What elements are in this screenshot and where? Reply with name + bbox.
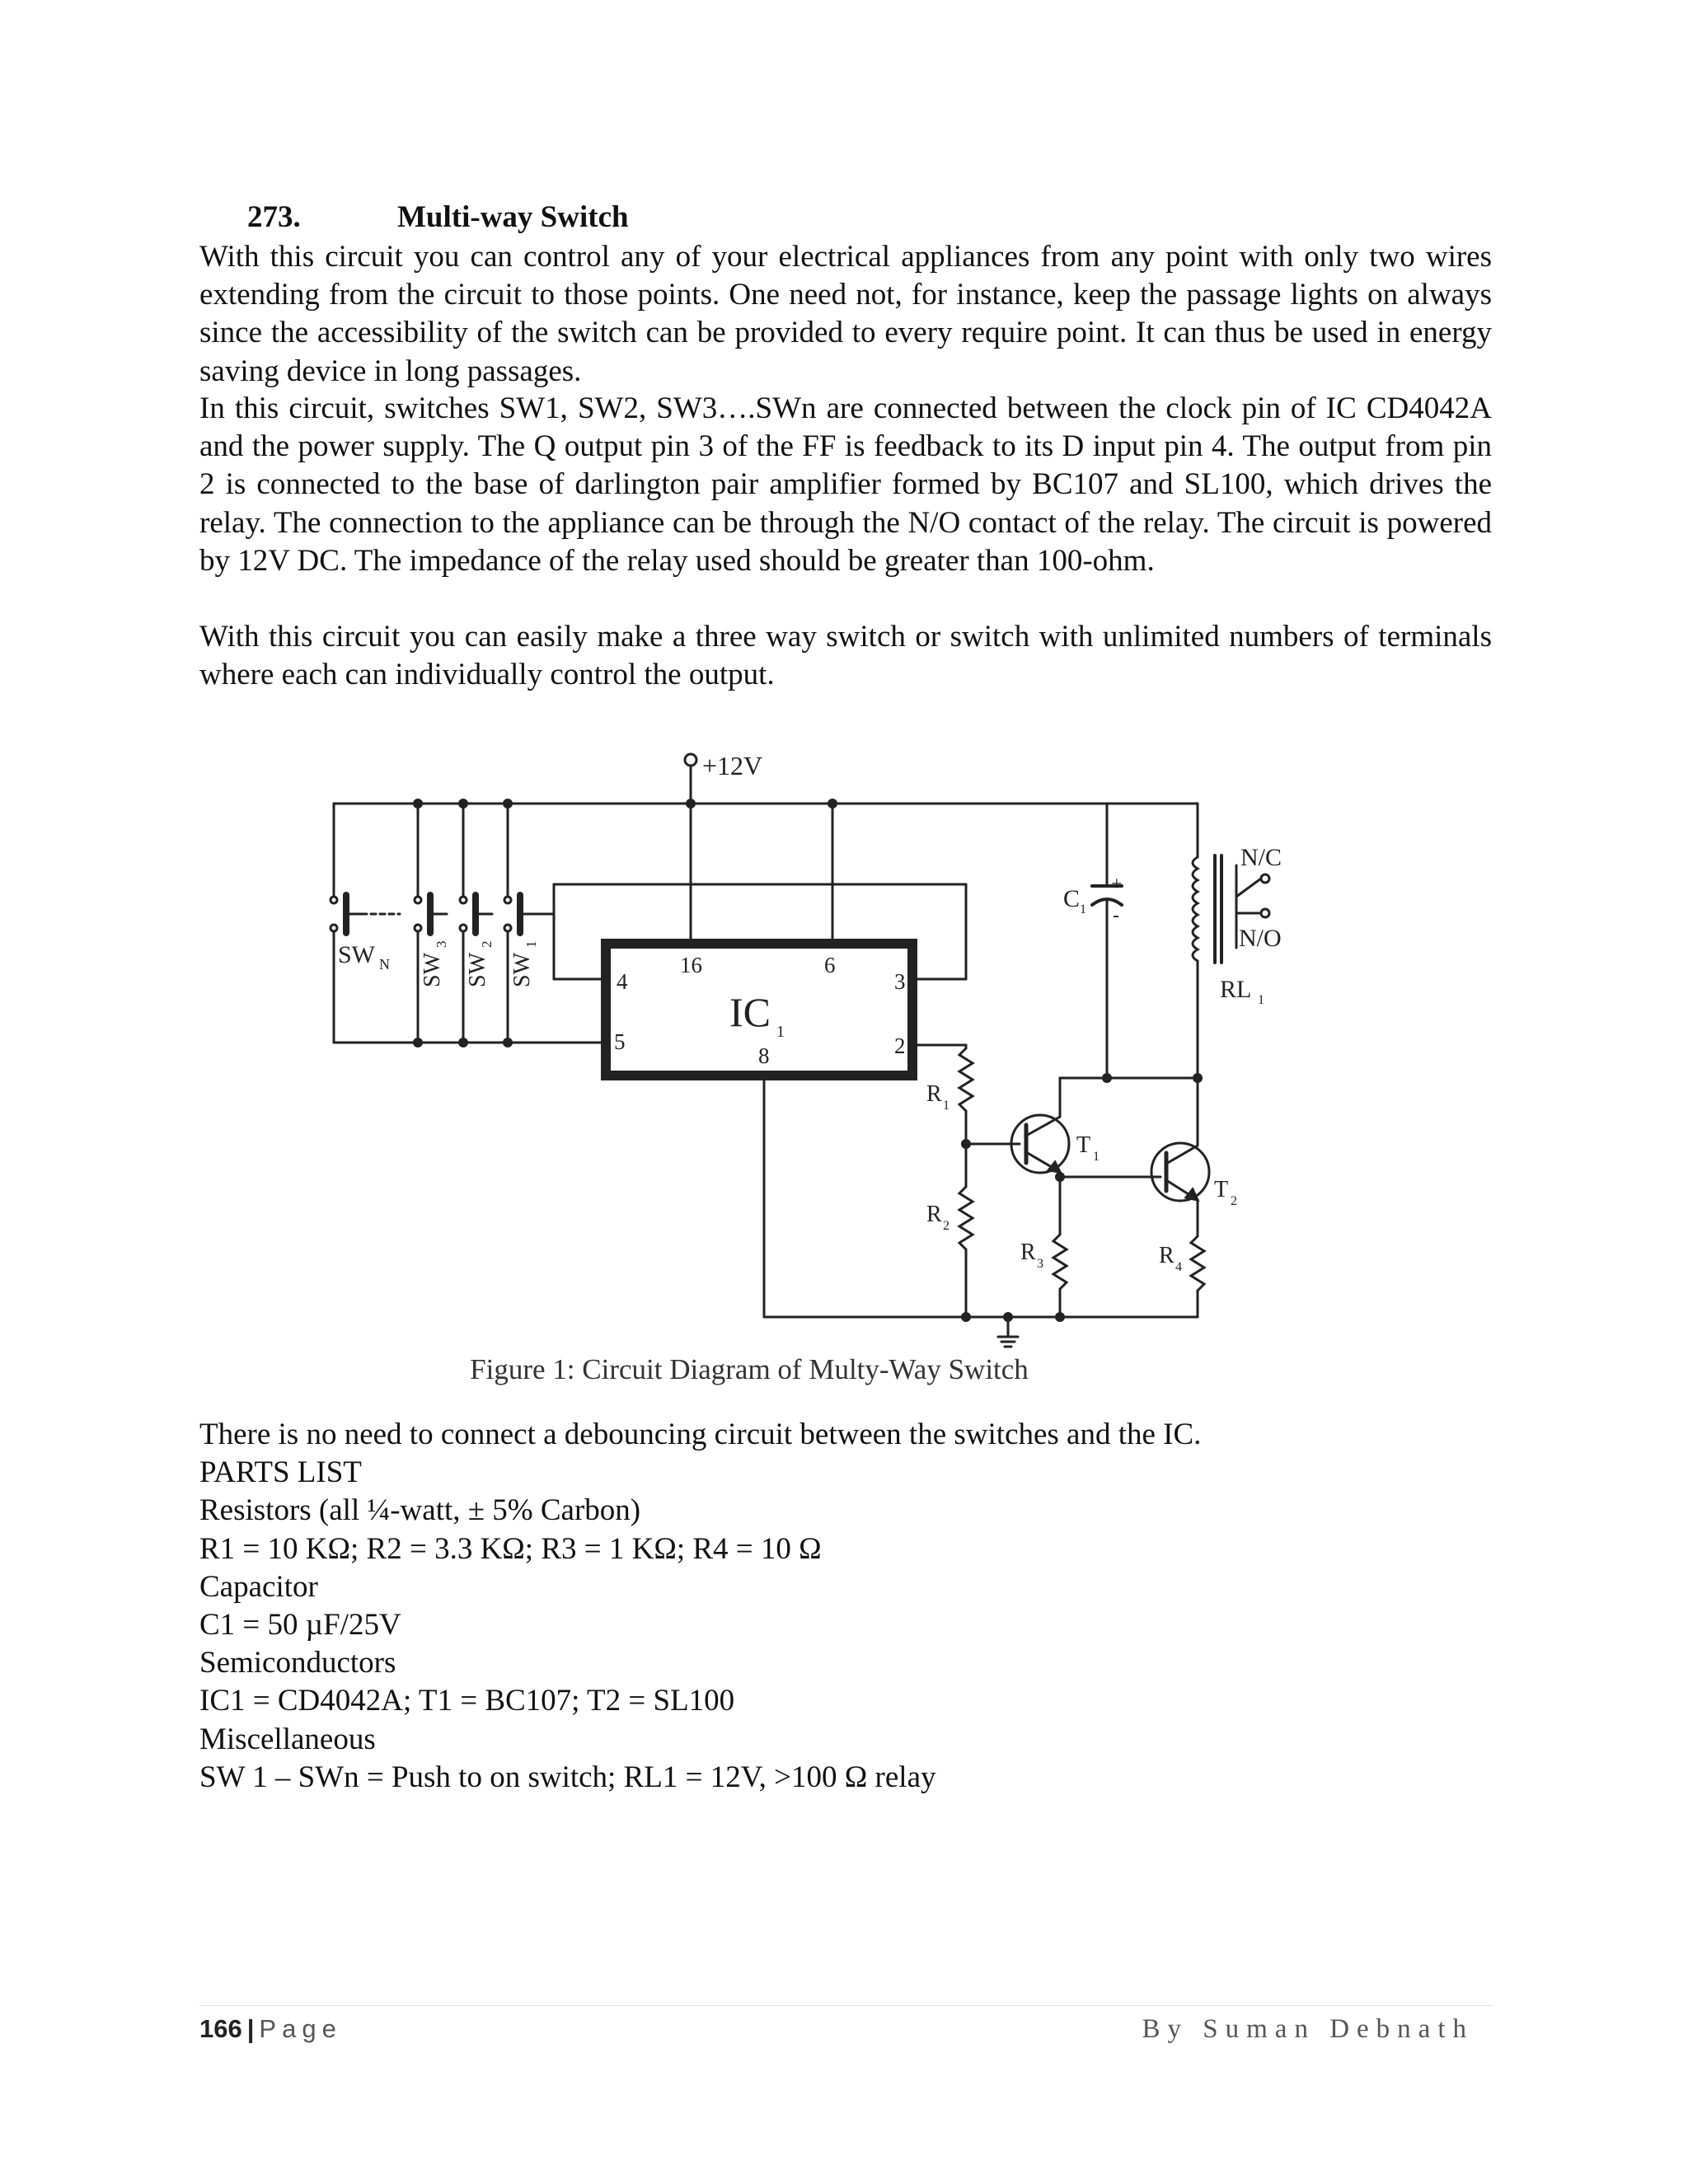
parts-semiconductors-heading: Semiconductors: [199, 1646, 396, 1680]
relay-coil: [1193, 857, 1198, 961]
footer-separator: |: [246, 2014, 255, 2043]
svg-text:2: 2: [943, 1219, 950, 1233]
svg-text:4: 4: [1175, 1260, 1182, 1274]
svg-text:T: T: [1214, 1177, 1229, 1202]
svg-text:SW: SW: [509, 953, 535, 987]
svg-text:2: 2: [479, 940, 495, 948]
footer-divider: [199, 2005, 1493, 2006]
section-number: 273.: [247, 200, 301, 234]
svg-text:4: 4: [617, 969, 628, 994]
parts-misc-values: SW 1 – SWn = Push to on switch; RL1 = 12V, >100 Ω relay: [199, 1760, 936, 1794]
svg-text:C: C: [1063, 885, 1081, 912]
paragraph-usage: With this circuit you can easily make a three way switch or switch with unlimited numbers of terminals where each can individually control the output.: [199, 620, 1492, 692]
ic1-label: IC: [729, 989, 771, 1035]
svg-text:+: +: [1111, 874, 1123, 895]
svg-text:T: T: [1076, 1132, 1091, 1158]
section-title: Multi-way Switch: [397, 200, 629, 234]
page-word: Page: [259, 2014, 342, 2043]
footer-author: By Suman Debnath: [1142, 2014, 1474, 2044]
switch-sw3: [415, 804, 449, 1043]
svg-text:3: 3: [894, 969, 906, 994]
svg-text:SW: SW: [338, 941, 375, 968]
svg-text:1: 1: [1258, 993, 1264, 1007]
svg-text:1: 1: [1093, 1150, 1100, 1164]
svg-text:8: 8: [758, 1043, 770, 1068]
parts-resistors-heading: Resistors (all ¼-watt, ± 5% Carbon): [199, 1493, 641, 1528]
circuit-diagram: [313, 738, 1335, 1364]
switch-sw2: [460, 804, 495, 1043]
paragraph-description: In this circuit, switches SW1, SW2, SW3….SWn are connected between the clock pin of IC CD4042A and the power supply. The Q output pin 3 of the FF is feedback to its D input pin 4. The output from pin 2 is connected to the base of darlington pair amplifier formed by BC107 and SL100, which drives the relay. The connection to the appliance can be through the N/O contact of the relay. The circuit is powered by 12V DC. The impedance of the relay used should be greater than 100-ohm.: [199, 391, 1492, 578]
svg-text:1: 1: [943, 1099, 950, 1113]
parts-misc-heading: Miscellaneous: [199, 1722, 376, 1756]
svg-text:3: 3: [1037, 1257, 1043, 1271]
svg-text:SW: SW: [420, 953, 445, 987]
svg-text:-: -: [1113, 905, 1119, 926]
svg-text:N/C: N/C: [1240, 844, 1282, 871]
resistor-r1: [959, 1048, 973, 1111]
supply-label: +12V: [702, 751, 763, 780]
resistor-r3: [1053, 1235, 1067, 1289]
parts-semiconductors-values: IC1 = CD4042A; T1 = BC107; T2 = SL100: [199, 1684, 735, 1718]
section-heading: [247, 199, 629, 235]
ground-symbol: [998, 1317, 1018, 1347]
parts-resistors-values: R1 = 10 KΩ; R2 = 3.3 KΩ; R3 = 1 KΩ; R4 = 10 Ω: [199, 1531, 822, 1566]
svg-text:2: 2: [1231, 1194, 1237, 1208]
svg-text:1: 1: [776, 1023, 785, 1041]
svg-text:3: 3: [434, 940, 449, 948]
svg-text:6: 6: [824, 953, 836, 977]
svg-text:R: R: [926, 1081, 942, 1107]
svg-text:N: N: [379, 956, 390, 972]
svg-text:2: 2: [894, 1033, 906, 1058]
svg-text:N/O: N/O: [1239, 925, 1282, 952]
footer-page: [199, 2014, 342, 2044]
switch-swn: [331, 804, 400, 1043]
transistor-t2: [1151, 1143, 1209, 1201]
svg-text:1: 1: [523, 940, 539, 948]
svg-text:R: R: [1020, 1240, 1036, 1265]
svg-text:5: 5: [614, 1029, 626, 1054]
parts-capacitor-heading: Capacitor: [199, 1569, 318, 1604]
supply-terminal: [685, 754, 696, 766]
parts-list-heading: PARTS LIST: [199, 1455, 362, 1490]
svg-text:SW: SW: [465, 953, 490, 987]
parts-list: [199, 1416, 1201, 1797]
resistor-r4: [1191, 1236, 1204, 1291]
page-number: 166: [199, 2014, 242, 2043]
svg-text:R: R: [1159, 1243, 1175, 1268]
svg-text:1: 1: [1080, 902, 1086, 916]
parts-capacitor-values: C1 = 50 µF/25V: [199, 1608, 401, 1643]
svg-text:R: R: [926, 1202, 942, 1227]
debounce-note: There is no need to connect a debouncing circuit between the switches and the IC.: [199, 1418, 1202, 1451]
resistor-r2: [959, 1187, 973, 1249]
paragraph-intro: With this circuit you can control any of your electrical appliances from any point with only two wires extending from the circuit to those points. One need not, for instance, keep the passage lights on always since the accessibility of the switch can be provided to every require point. It can thus be used in energy saving device in long passages.: [199, 240, 1492, 388]
switch-sw1: [504, 804, 539, 1043]
figure-caption: Figure 1: Circuit Diagram of Multy-Way Switch: [470, 1353, 1029, 1385]
svg-text:RL: RL: [1220, 976, 1252, 1003]
svg-text:16: 16: [680, 953, 702, 977]
